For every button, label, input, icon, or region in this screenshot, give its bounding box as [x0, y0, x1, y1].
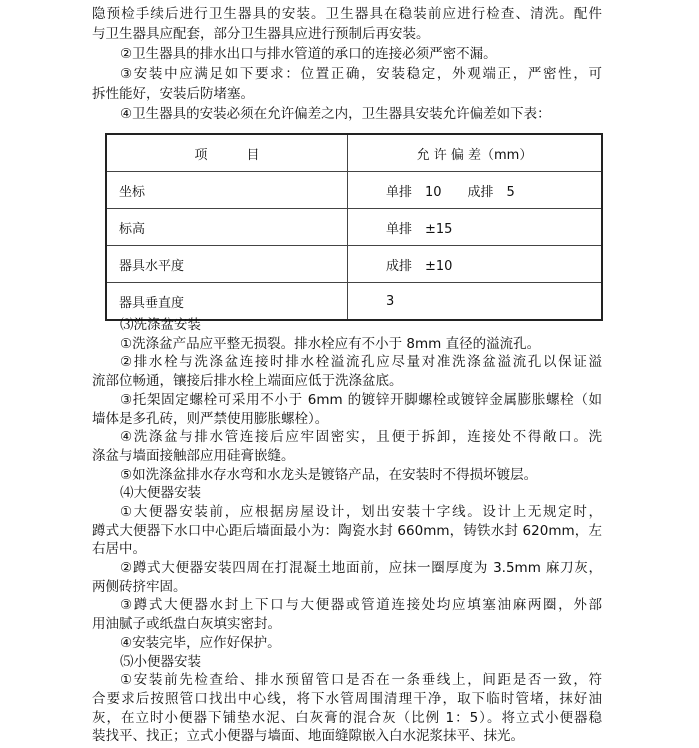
- paragraph-line: 用油腻子或纸盘白灰填实密封。: [92, 616, 281, 633]
- paragraph-line: 灰，在立时小便器下铺垫水泥、白灰膏的混合灰（比例 1：5）。将立式小便器稳: [92, 709, 602, 726]
- paragraph-line: 与卫生器具应配套，部分卫生器具应进行预制后再安装。: [92, 26, 430, 42]
- paragraph-line: ②蹲式大便器安装四周在打混凝土地面前，应抹一圈厚度为 3.5mm 麻刀灰，: [120, 560, 602, 576]
- paragraph-line: 隐预检手续后进行卫生器具的安装。卫生器具在稳装前应进行检查、清洗。配件: [92, 6, 602, 22]
- paragraph-line: 两侧砖挤牢固。: [92, 578, 187, 595]
- paragraph-line: ⑤如洗涤盆排水存水弯和水龙头是镀铬产品，在安装时不得损坏镀层。: [120, 466, 538, 483]
- table-header-row: [106, 134, 602, 172]
- paragraph-line: ③托架固定螺栓可采用不小于 6mm 的镀锌开脚螺栓或镀锌金属膨胀螺栓（如: [120, 391, 602, 408]
- table-row: [106, 209, 602, 246]
- paragraph-line: ④卫生器具的安装必须在允许偏差之内，卫生器具安装允许偏差如下表：: [120, 106, 551, 122]
- paragraph-line: ③安装中应满足如下要求：位置正确，安装稳定，外观端正，严密性，可: [120, 66, 602, 82]
- row-tolerance: 单排 ±15: [348, 209, 603, 246]
- header-item: 项 目: [106, 134, 348, 172]
- paragraph-line: 合要求后按照管口找出中心线，将下水管周围清理干净，取下临时管堵，抹好油: [92, 690, 602, 707]
- row-item: 器具水平度: [106, 246, 348, 283]
- paragraph-line: 装找平、找正；立式小便器与墙面、地面缝隙嵌入白水泥浆抹平、抹光。: [92, 728, 524, 745]
- paragraph-line: ①洗涤盆产品应平整无损裂。排水栓应有不小于 8mm 直径的溢流孔。: [120, 335, 541, 352]
- paragraph-line: ①安装前先检查给、排水预留管口是否在一条垂线上，间距是否一致，符: [120, 672, 602, 689]
- section-heading: ⑷大便器安装: [120, 485, 201, 502]
- paragraph-line: 拆性能好，安装后防堵塞。: [92, 86, 254, 102]
- section-heading: ⑶洗涤盆安装: [120, 317, 201, 333]
- row-item: 器具垂直度: [106, 283, 348, 321]
- paragraph-line: 涤盆与墙面接触部应用硅膏嵌缝。: [92, 447, 295, 464]
- paragraph-line: 墙体是多孔砖，则严禁使用膨胀螺栓）。: [92, 410, 329, 427]
- paragraph-line: 流部位畅通，镶接后排水栓上端面应低于洗涤盆底。: [92, 373, 403, 390]
- header-tolerance: 允 许 偏 差（mm）: [348, 134, 603, 172]
- section-heading: ⑸小便器安装: [120, 653, 201, 670]
- paragraph-line: ④洗涤盆与排水管连接后应牢固密实，且便于拆卸，连接处不得敞口。洗: [120, 429, 602, 446]
- row-item: 坐标: [106, 172, 348, 209]
- row-tolerance: 成排 ±10: [348, 246, 603, 283]
- row-tolerance: 单排 10 成排 5: [348, 172, 603, 209]
- row-tolerance: 3: [348, 283, 603, 321]
- paragraph-line: 蹲式大便器下水口中心距后墙面最小为：陶瓷水封 660mm，铸铁水封 620mm，左: [92, 522, 602, 539]
- paragraph-line: ②排水栓与洗涤盆连接时排水栓溢流孔应尽量对准洗涤盆溢流孔以保证溢: [120, 354, 602, 371]
- table-row: [106, 283, 602, 321]
- paragraph-line: ③蹲式大便器水封上下口与大便器或管道连接处均应填塞油麻两圈，外部: [120, 597, 602, 614]
- row-item: 标高: [106, 209, 348, 246]
- paragraph-line: ④安装完毕，应作好保护。: [120, 634, 281, 651]
- tolerance-table: [105, 133, 603, 321]
- table-row: [106, 246, 602, 283]
- paragraph-line: 右居中。: [92, 541, 146, 558]
- paragraph-line: ②卫生器具的排水出口与排水管道的承口的连接必须严密不漏。: [120, 46, 497, 62]
- paragraph-line: ①大便器安装前，应根据房屋设计，划出安装十字线。设计上无规定时，: [120, 504, 602, 520]
- table-row: [106, 172, 602, 209]
